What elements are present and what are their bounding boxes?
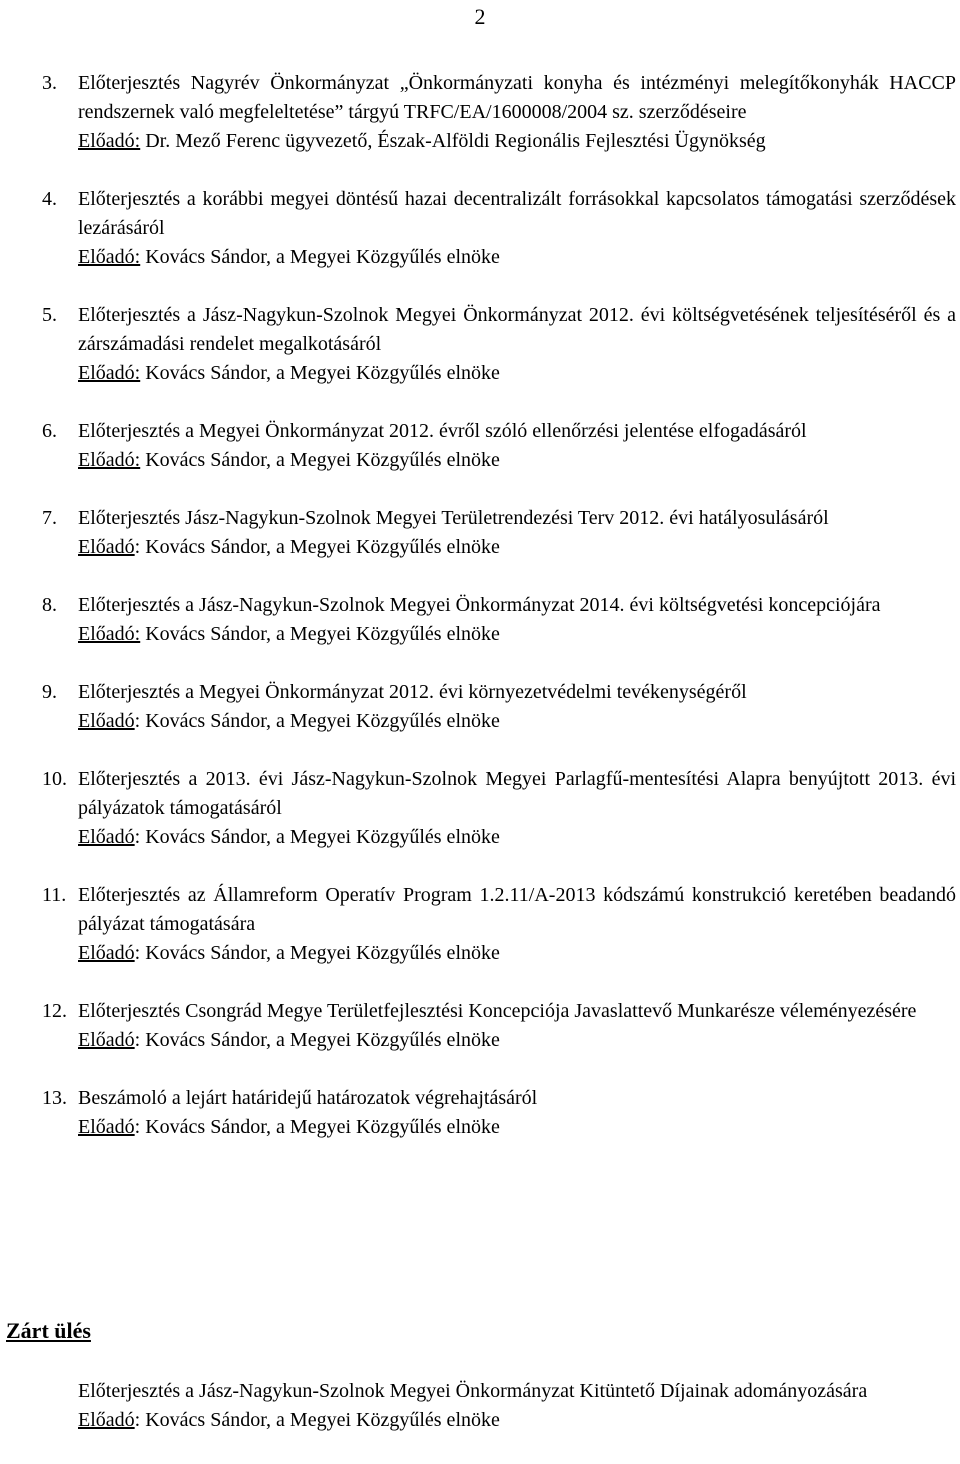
item-number: 5.: [42, 304, 57, 326]
presenter-label: Előadó:: [78, 449, 141, 471]
presenter-name: Kovács Sándor, a Megyei Közgyűlés elnöke: [140, 362, 500, 384]
item-number: 13.: [42, 1087, 67, 1109]
presenter-label: Előadó:: [78, 130, 141, 152]
item-title: Előterjesztés a 2013. évi Jász-Nagykun-Szolnok Megyei Parlagfű-mentesítési Alapra benyújtott 2013. évi pályázatok támogatásáról: [78, 768, 956, 819]
presenter-name: : Kovács Sándor, a Megyei Közgyűlés elnöke: [134, 826, 500, 848]
presenter-name: : Kovács Sándor, a Megyei Közgyűlés elnöke: [134, 536, 500, 558]
presenter-line: [78, 620, 956, 649]
closed-session-heading: Zárt ülés: [6, 1318, 91, 1343]
item-number: 9.: [42, 681, 57, 703]
item-title: Előterjesztés a Jász-Nagykun-Szolnok Megyei Önkormányzat 2014. évi költségvetési koncepciójára: [78, 594, 881, 616]
item-title: Előterjesztés a Megyei Önkormányzat 2012. évről szóló ellenőrzési jelentése elfogadásáról: [78, 420, 807, 442]
item-title: Előterjesztés a Jász-Nagykun-Szolnok Megyei Önkormányzat Kitüntető Díjainak adományozására: [78, 1380, 868, 1402]
agenda-item-3: [42, 69, 956, 156]
item-title: Előterjesztés a Jász-Nagykun-Szolnok Megyei Önkormányzat 2012. évi költségvetésének teljesítéséről és a zárszámadási rendelet megalkotásáról: [78, 304, 956, 355]
presenter-name: Kovács Sándor, a Megyei Közgyűlés elnöke: [140, 246, 500, 268]
presenter-line: [78, 243, 956, 272]
presenter-label: Előadó: [78, 536, 135, 558]
item-number: 6.: [42, 420, 57, 442]
item-title: Előterjesztés Nagyrév Önkormányzat „Önkormányzati konyha és intézményi melegítőkonyhák HACCP rendszernek való megfeleltetése” tárgyú TRFC/EA/1600008/2004 sz. szerződéseire: [78, 72, 956, 123]
agenda-item-5: [42, 301, 956, 388]
presenter-label: Előadó: [78, 710, 135, 732]
presenter-label: Előadó:: [78, 362, 141, 384]
closed-session-item: [78, 1377, 956, 1435]
item-title: Előterjesztés a korábbi megyei döntésű hazai decentralizált forrásokkal kapcsolatos támogatási szerződések lezárásáról: [78, 188, 956, 239]
item-number: 10.: [42, 768, 67, 790]
presenter-line: [78, 359, 956, 388]
agenda-item-13: [42, 1084, 956, 1142]
presenter-line: [78, 823, 956, 852]
agenda-item-4: [42, 185, 956, 272]
agenda-item-12: [42, 997, 956, 1055]
agenda-item-10: [42, 765, 956, 852]
item-number: 3.: [42, 72, 57, 94]
presenter-name: : Kovács Sándor, a Megyei Közgyűlés elnöke: [134, 1029, 500, 1051]
presenter-line: [78, 1406, 956, 1435]
agenda-item-8: [42, 591, 956, 649]
presenter-label: Előadó: [78, 1409, 135, 1431]
item-title: Előterjesztés az Államreform Operatív Program 1.2.11/A-2013 kódszámú konstrukció keretében beadandó pályázat támogatására: [78, 884, 956, 935]
presenter-name: Kovács Sándor, a Megyei Közgyűlés elnöke: [140, 449, 500, 471]
presenter-label: Előadó: [78, 826, 135, 848]
item-number: 11.: [42, 884, 67, 906]
presenter-label: Előadó: [78, 942, 135, 964]
presenter-name: : Kovács Sándor, a Megyei Közgyűlés elnöke: [134, 942, 500, 964]
agenda-item-11: [42, 881, 956, 968]
page-number: 2: [474, 4, 486, 29]
presenter-name: Dr. Mező Ferenc ügyvezető, Észak-Alföldi Regionális Fejlesztési Ügynökség: [140, 130, 766, 152]
presenter-line: [78, 1113, 956, 1142]
item-title: Előterjesztés a Megyei Önkormányzat 2012. évi környezetvédelmi tevékenységéről: [78, 681, 747, 703]
presenter-label: Előadó: [78, 1029, 135, 1051]
agenda-item-6: [42, 417, 956, 475]
presenter-label: Előadó:: [78, 246, 141, 268]
presenter-name: : Kovács Sándor, a Megyei Közgyűlés elnöke: [134, 1116, 500, 1138]
presenter-line: [78, 127, 956, 156]
presenter-line: [78, 1026, 956, 1055]
presenter-label: Előadó: [78, 1116, 135, 1138]
agenda-item-9: [42, 678, 956, 736]
presenter-name: Kovács Sándor, a Megyei Közgyűlés elnöke: [140, 623, 500, 645]
presenter-line: [78, 446, 956, 475]
item-title: Előterjesztés Csongrád Megye Területfejlesztési Koncepciója Javaslattevő Munkarésze véleményezésére: [78, 1000, 917, 1022]
item-title: Beszámoló a lejárt határidejű határozatok végrehajtásáról: [78, 1087, 538, 1109]
agenda-item-7: [42, 504, 956, 562]
presenter-line: [78, 707, 956, 736]
item-number: 4.: [42, 188, 57, 210]
item-number: 8.: [42, 594, 57, 616]
presenter-line: [78, 939, 956, 968]
item-number: 12.: [42, 1000, 67, 1022]
presenter-name: : Kovács Sándor, a Megyei Közgyűlés elnöke: [134, 1409, 500, 1431]
presenter-line: [78, 533, 956, 562]
agenda-list: [42, 69, 956, 1171]
presenter-name: : Kovács Sándor, a Megyei Közgyűlés elnöke: [134, 710, 500, 732]
item-number: 7.: [42, 507, 57, 529]
item-title: Előterjesztés Jász-Nagykun-Szolnok Megyei Területrendezési Terv 2012. évi hatályosulásáról: [78, 507, 829, 529]
presenter-label: Előadó:: [78, 623, 141, 645]
